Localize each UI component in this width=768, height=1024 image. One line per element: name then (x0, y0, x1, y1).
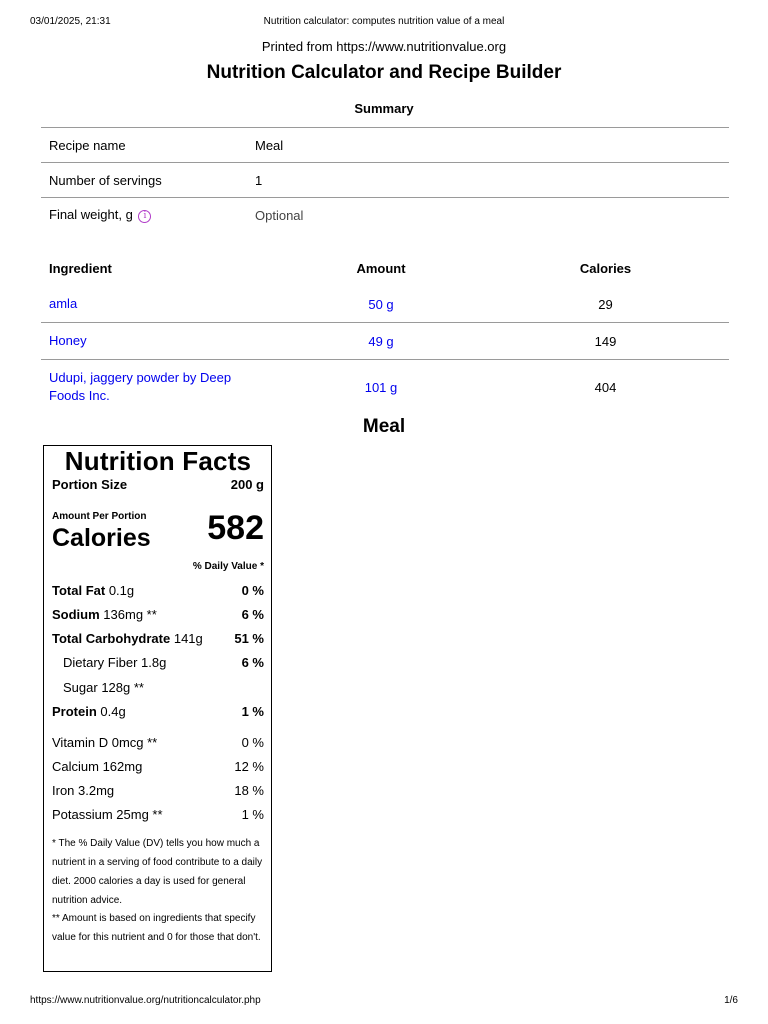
nutrient-dv: 51 % (234, 631, 264, 646)
nutrient-amount: 136mg ** (103, 607, 157, 622)
ingredient-link[interactable]: Udupi, jaggery powder by Deep Foods Inc. (41, 360, 280, 415)
summary-label: Final weight, g (49, 207, 133, 223)
document-title: Nutrition calculator: computes nutrition value of a meal (263, 16, 505, 27)
nutrient-name: Sugar (63, 680, 98, 695)
vitamin-label: Vitamin D 0mcg ** (52, 735, 158, 750)
footer-url: https://www.nutritionvalue.org/nutritioncalculator.php (30, 995, 261, 1006)
vitamin-row (52, 807, 264, 822)
nutrient-name: Total Carbohydrate (52, 631, 171, 646)
calories-value: 149 (482, 323, 729, 360)
nutrient-dv: 6 % (241, 607, 264, 622)
nutrient-row (52, 583, 264, 598)
summary-title: Summary (354, 101, 414, 116)
nutrient-name: Sodium (52, 607, 100, 622)
ingredient-header: Ingredient (49, 260, 112, 276)
nutrient-row (52, 631, 264, 646)
daily-value-header: % Daily Value * (192, 561, 264, 572)
nutrient-row (52, 680, 264, 695)
vitamin-label: Potassium 25mg ** (52, 807, 163, 822)
summary-table (41, 127, 729, 232)
calories-label: Calories (52, 524, 151, 552)
nutrient-dv: 6 % (241, 655, 264, 670)
footnote-amount: ** Amount is based on ingredients that specify value for this nutrient and 0 for those that don't. (52, 913, 261, 943)
vitamin-row (52, 735, 264, 750)
portion-value: 200 g (230, 477, 264, 492)
calories-value: 29 (598, 296, 613, 312)
vitamin-row (52, 783, 264, 798)
vitamin-row (52, 759, 264, 774)
nutrient-name: Total Fat (52, 583, 106, 598)
summary-value[interactable]: 1 (247, 163, 729, 198)
amount-link[interactable]: 50 g (368, 296, 394, 312)
nutrient-amount: 0.1g (108, 583, 135, 598)
nutrient-amount: 0.4g (100, 704, 126, 719)
print-datetime: 03/01/2025, 21:31 (30, 16, 111, 27)
nutrient-dv: 1 % (241, 704, 264, 719)
ingredient-link[interactable]: Honey (41, 323, 280, 360)
vitamin-dv: 12 % (234, 759, 264, 774)
nutrient-row (52, 655, 264, 670)
nutrient-row (52, 704, 264, 719)
nutrient-name: Protein (52, 704, 97, 719)
amount-link[interactable]: 49 g (280, 323, 482, 360)
page-number: 1/6 (724, 995, 738, 1006)
footnote-daily-value: * The % Daily Value (DV) tells you how much a nutrient in a serving of food contribute to a daily diet. 2000 calories a day is used for general nutrition advice. (52, 838, 263, 906)
amount-per-portion: Amount Per Portion (52, 511, 147, 522)
nutrient-row (52, 607, 264, 622)
nutrition-facts-title: Nutrition Facts (64, 446, 252, 476)
summary-row (41, 198, 729, 233)
summary-label: Number of servings (41, 163, 247, 198)
vitamin-label: Iron 3.2mg (52, 783, 115, 798)
info-icon[interactable]: i (138, 210, 151, 223)
nutrient-dv: 0 % (241, 583, 264, 598)
summary-value[interactable]: Optional (247, 198, 729, 233)
calories-value: 404 (482, 360, 729, 415)
calories-total: 582 (207, 509, 264, 547)
amount-header: Amount (356, 260, 406, 276)
vitamin-dv: 1 % (241, 807, 264, 822)
summary-row (41, 128, 729, 163)
nutrient-amount: 1.8g (141, 655, 167, 670)
vitamin-dv: 18 % (234, 783, 264, 798)
calories-header: Calories (579, 260, 632, 276)
nutrient-amount: 141g (173, 631, 203, 646)
meal-title: Meal (362, 416, 406, 437)
vitamin-dv: 0 % (241, 735, 264, 750)
printed-from: Printed from https://www.nutritionvalue.org (261, 39, 507, 54)
portion-size-row (52, 477, 264, 492)
summary-value[interactable]: Meal (247, 128, 729, 163)
vitamin-label: Calcium 162mg (52, 759, 143, 774)
nutrition-facts-label (43, 445, 272, 972)
page-title: Nutrition Calculator and Recipe Builder (206, 62, 562, 83)
table-row (41, 323, 729, 360)
portion-label: Portion Size (52, 477, 128, 492)
nutrient-amount: 128g ** (101, 680, 144, 695)
ingredient-link[interactable]: amla (49, 296, 78, 311)
amount-link[interactable]: 101 g (280, 360, 482, 415)
table-row (41, 286, 729, 323)
table-row (41, 360, 729, 415)
summary-label: Recipe name (41, 128, 247, 163)
ingredients-table (41, 250, 729, 414)
summary-row (41, 163, 729, 198)
nutrient-name: Dietary Fiber (63, 655, 138, 670)
